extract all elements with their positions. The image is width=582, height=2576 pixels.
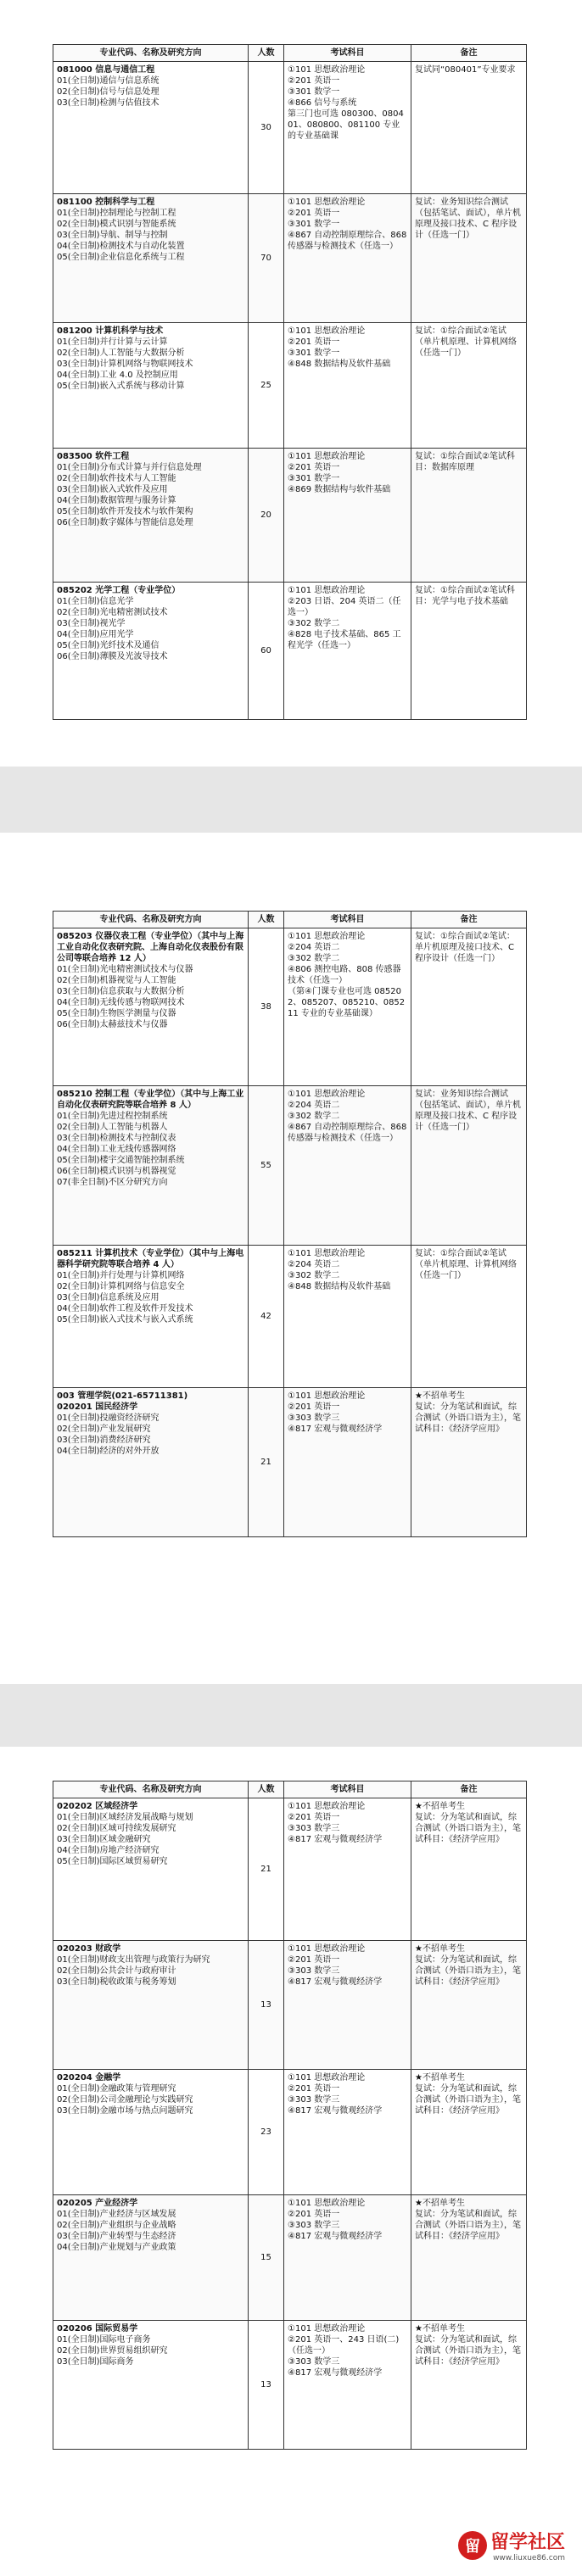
enrollment-count: 42 (249, 1246, 284, 1388)
table-row: 003 管理学院(021-65711381) 020201 国民经济学 01(全日制)投融资经济研究 02(全日制)产业发展研究 03(全日制)消费经济研究 04(全日制)经济的对外开放 21 ①101 思想政治理论 ②201 英语一 ③303 数学三 ④817 宏观与微观经济学 ★不招单考生 复试：分为笔试和面试，综合测试（外语口语为主），笔试科目：《经济学应用》 (53, 1388, 527, 1537)
enrollment-count: 25 (249, 323, 284, 449)
enrollment-count: 15 (249, 2195, 284, 2321)
enrollment-count: 21 (249, 1798, 284, 1941)
header-major: 专业代码、名称及研究方向 (53, 45, 249, 62)
major-name: 020204 金融学 (57, 2073, 121, 2083)
header-major: 专业代码、名称及研究方向 (53, 1781, 249, 1798)
header-count: 人数 (249, 1781, 284, 1798)
enrollment-count: 13 (249, 1941, 284, 2070)
table-row: 083500 软件工程 01(全日制)分布式计算与并行信息处理 02(全日制)软件技术与人工智能 03(全日制)嵌入式软件及应用 04(全日制)数据管理与服务计算 05(全日制)软件开发技术与软件架构 06(全日制)数字媒体与智能信息处理 20 ①101 思想政治理论 ②201 英语一 ③301 数学一 ④869 数据结构与软件基础 复试：①综合面试②笔试科目：数据库原理 (53, 449, 527, 583)
table-row: 081100 控制科学与工程 01(全日制)控制理论与控制工程 02(全日制)模式识别与智能系统 03(全日制)导航、制导与控制 04(全日制)检测技术与自动化装置 05(全日制)企业信息化系统与工程 70 ①101 思想政治理论 ②201 英语一 ③301 数学一 ④867 自动控制原理综合、868 传感器与检测技术（任选一） 复试：业务知识综合测试（包括笔试、面试），单片机原理及接口技术、C 程序设计（任选一门） (53, 194, 527, 323)
major-name: 020203 财政学 (57, 1944, 121, 1954)
enrollment-count: 13 (249, 2321, 284, 2450)
enrollment-table (53, 44, 527, 720)
header-count: 人数 (249, 45, 284, 62)
table-row: 020203 财政学 01(全日制)财政支出管理与政策行为研究 02(全日制)公共会计与政府审计 03(全日制)税收政策与税务筹划 13 ①101 思想政治理论 ②201 英语一 ③303 数学三 ④817 宏观与微观经济学 ★不招单考生 复试：分为笔试和面试，综合测试（外语口语为主），笔试科目：《经济学应用》 (53, 1941, 527, 2070)
table-row: 020202 区域经济学 01(全日制)区域经济发展战略与规划 02(全日制)区域可持续发展研究 03(全日制)区域金融研究 04(全日制)房地产经济研究 05(全日制)国际区域贸易研究 21 ①101 思想政治理论 ②201 英语一 ③303 数学三 ④817 宏观与微观经济学 ★不招单考生 复试：分为笔试和面试，综合测试（外语口语为主），笔试科目：《经济学应用》 (53, 1798, 527, 1941)
major-name: 020206 国际贸易学 (57, 2324, 138, 2333)
enrollment-count: 23 (249, 2070, 284, 2195)
table-row: 020206 国际贸易学 01(全日制)国际电子商务 02(全日制)世界贸易组织研究 03(全日制)国际商务 13 ①101 思想政治理论 ②201 英语一、243 日语(二)（任选一） ③303 数学三 ④817 宏观与微观经济学 ★不招单考生 复试：分为笔试和面试，综合测试（外语口语为主），笔试科目：《经济学应用》 (53, 2321, 527, 2450)
major-name: 081000 信息与通信工程 (57, 65, 155, 75)
table-row: 085210 控制工程（专业学位）（其中与上海工业自动化仪表研究院等联合培养 8 人） 01(全日制)先进过程控制系统 02(全日制)人工智能与机器人 03(全日制)检测技术与控制仪表 04(全日制)工业无线传感器网络 05(全日制)楼宇交通智能控制系统 06(全日制)模式识别与机器视觉 07(非全日制)不区分研究方向 55 ①101 思想政治理论 ②204 英语二 ③302 数学二 ④867 自动控制原理综合、868 传感器与检测技术（任选一） 复试：业务知识综合测试（包括笔试、面试），单片机原理及接口技术、C 程序设计（任选一门） (53, 1086, 527, 1246)
enrollment-count: 70 (249, 194, 284, 323)
table-row: 020205 产业经济学 01(全日制)产业经济与区域发展 02(全日制)产业组织与企业战略 03(全日制)产业转型与生态经济 04(全日制)产业规划与产业政策 15 ①101 思想政治理论 ②201 英语一 ③303 数学三 ④817 宏观与微观经济学 ★不招单考生 复试：分为笔试和面试，综合测试（外语口语为主），笔试科目：《经济学应用》 (53, 2195, 527, 2321)
major-name: 085210 控制工程（专业学位）（其中与上海工业自动化仪表研究院等联合培养 8 人） (57, 1090, 244, 1110)
table-row: 081200 计算机科学与技术 01(全日制)并行计算与云计算 02(全日制)人工智能与大数据分析 03(全日制)计算机网络与物联网技术 04(全日制)工业 4.0 及控制应用 05(全日制)嵌入式系统与移动计算 25 ①101 思想政治理论 ②201 英语一 ③301 数学一 ④848 数据结构及软件基础 复试：①综合面试②笔试（单片机原理、计算机网络（任选一门） (53, 323, 527, 449)
school-name: 003 管理学院(021-65711381) (57, 1391, 188, 1401)
watermark-url: www.liuxue86.com (493, 2554, 565, 2562)
header-count: 人数 (249, 912, 284, 928)
major-name: 085211 计算机技术（专业学位）（其中与上海电器科学研究院等联合培养 4 人） (57, 1249, 244, 1269)
major-name: 081100 控制科学与工程 (57, 198, 155, 207)
table-row: 085203 仪器仪表工程（专业学位）（其中与上海工业自动化仪表研究院、上海自动化仪表股份有限公司等联合培养 12 人） 01(全日制)光电精密测试技术与仪器 02(全日制)机器视觉与人工智能 03(全日制)信息获取与大数据分析 04(全日制)无线传感与物联网技术 05(全日制)生物医学测量与仪器 06(全日制)太赫兹技术与仪器 38 ①101 思想政治理论 ②204 英语二 ③302 数学二 ④806 测控电路、808 传感器技术（任选一） （第④门课专业也可选 085202、085207、085210、085211 专业的专业基础课） 复试：①综合面试②笔试：单片机原理及接口技术、C 程序设计（任选一门） (53, 928, 527, 1086)
major-name: 020205 产业经济学 (57, 2199, 138, 2208)
header-subjects: 考试科目 (284, 912, 411, 928)
site-watermark (458, 2528, 565, 2562)
enrollment-table (53, 911, 527, 1537)
enrollment-count: 20 (249, 449, 284, 583)
header-subjects: 考试科目 (284, 1781, 411, 1798)
enrollment-count: 38 (249, 928, 284, 1086)
document-page-3 (0, 1747, 582, 2576)
major-name: 020202 区域经济学 (57, 1802, 138, 1811)
enrollment-count: 60 (249, 583, 284, 720)
watermark-logo-icon: 留 (458, 2531, 487, 2560)
table-row: 085202 光学工程（专业学位） 01(全日制)信息光学 02(全日制)光电精密测试技术 03(全日制)视光学 04(全日制)应用光学 05(全日制)光纤技术及通信 06(全日制)薄膜及光波导技术 60 ①101 思想政治理论 ②203 日语、204 英语二（任选一） ③302 数学二 ④828 电子技术基础、865 工程光学（任选一） 复试：①综合面试②笔试科目：光学与电子技术基础 (53, 583, 527, 720)
enrollment-count: 30 (249, 62, 284, 194)
major-name: 085203 仪器仪表工程（专业学位）（其中与上海工业自动化仪表研究院、上海自动化仪表股份有限公司等联合培养 12 人） (57, 932, 244, 963)
watermark-text: 留学社区 (490, 2532, 565, 2553)
major-name: 085202 光学工程（专业学位） (57, 586, 181, 595)
header-subjects: 考试科目 (284, 45, 411, 62)
table-row: 020204 金融学 01(全日制)金融政策与管理研究 02(全日制)公司金融理论与实践研究 03(全日制)金融市场与热点问题研究 23 ①101 思想政治理论 ②201 英语一 ③303 数学三 ④817 宏观与微观经济学 ★不招单考生 复试：分为笔试和面试，综合测试（外语口语为主），笔试科目：《经济学应用》 (53, 2070, 527, 2195)
enrollment-count: 55 (249, 1086, 284, 1246)
enrollment-table (53, 1781, 527, 2450)
header-major: 专业代码、名称及研究方向 (53, 912, 249, 928)
table-row: 085211 计算机技术（专业学位）（其中与上海电器科学研究院等联合培养 4 人） 01(全日制)并行处理与计算机网络 02(全日制)计算机网络与信息安全 03(全日制)信息系统及应用 04(全日制)软件工程及软件开发技术 05(全日制)嵌入式技术与嵌入式系统 42 ①101 思想政治理论 ②204 英语二 ③302 数学二 ④848 数据结构及软件基础 复试：①综合面试②笔试（单片机原理、计算机网络（任选一门） (53, 1246, 527, 1388)
document-page-2 (0, 833, 582, 1684)
enrollment-count: 21 (249, 1388, 284, 1537)
header-notes: 备注 (411, 1781, 527, 1798)
header-notes: 备注 (411, 912, 527, 928)
major-name: 020201 国民经济学 (57, 1402, 138, 1412)
document-page-1 (0, 0, 582, 767)
header-notes: 备注 (411, 45, 527, 62)
major-name: 081200 计算机科学与技术 (57, 326, 164, 336)
major-name: 083500 软件工程 (57, 452, 130, 461)
table-row: 081000 信息与通信工程 01(全日制)通信与信息系统 02(全日制)信号与信息处理 03(全日制)检测与估值技术 30 ①101 思想政治理论 ②201 英语一 ③301 数学一 ④866 信号与系统 第三门也可选 080300、080401、080800、081100 专业的专业基础课 复试同“080401”专业要求 (53, 62, 527, 194)
